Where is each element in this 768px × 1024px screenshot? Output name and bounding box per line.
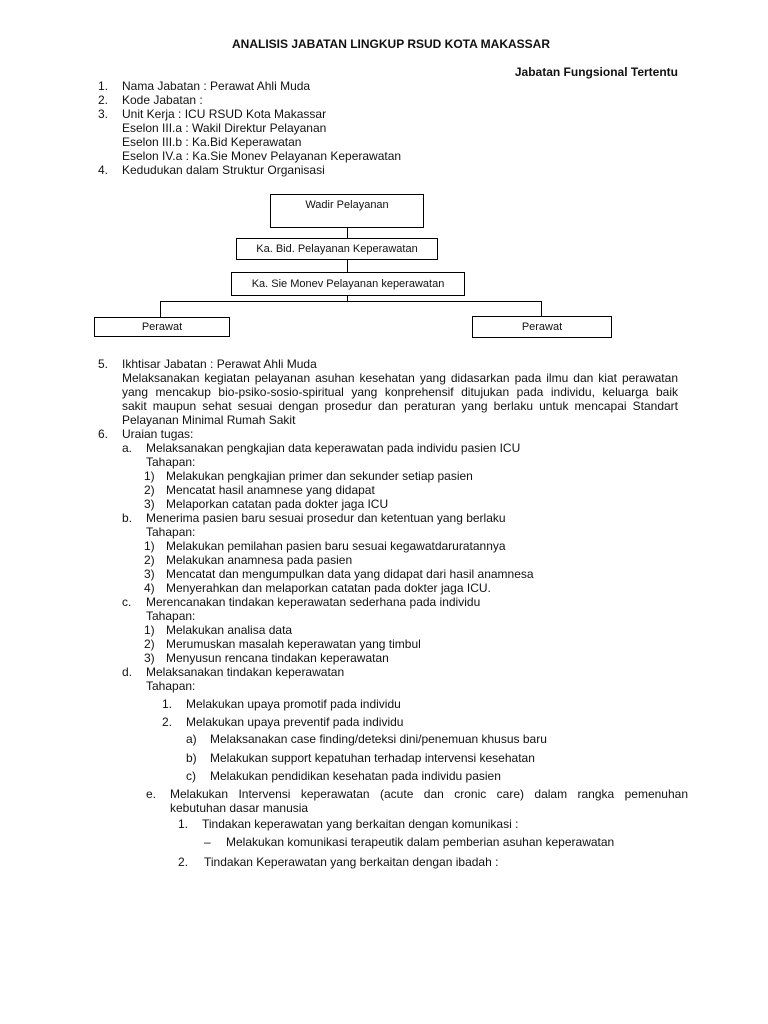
task-letter: c. [122,595,132,609]
unit-kerja: Unit Kerja : ICU RSUD Kota Makassar [122,107,327,121]
task-title: Melaksanakan tindakan keperawatan [146,665,345,679]
task-letter: b. [122,511,133,525]
step-text: Melakukan anamnesa pada pasien [166,553,353,567]
org-box-wadir: Wadir Pelayanan [270,194,424,228]
substep-letter: a) [186,732,197,746]
section-number: 1. [98,79,109,93]
ikhtisar-label: Ikhtisar Jabatan : Perawat Ahli Muda [122,357,317,371]
tahapan-label: Tahapan: [146,679,196,693]
kode-jabatan: Kode Jabatan : [122,93,203,107]
task-letter: e. [146,787,157,801]
step-text: Melakukan pemilahan pasien baru sesuai kegawatdaruratannya [166,539,506,553]
tahapan-label: Tahapan: [146,525,196,539]
step-number: 4) [144,581,155,595]
step-number: 1) [144,469,155,483]
document-subtitle: Jabatan Fungsional Tertentu [514,65,678,79]
nama-jabatan: Nama Jabatan : Perawat Ahli Muda [122,79,311,93]
ikhtisar-line: yang mencakup bio-psiko-sosio-spiritual yang konprehensif ditujukan pada individu, keluarga baik [122,385,678,399]
step-text: Menyerahkan dan melaporkan catatan pada dokter jaga ICU. [166,581,491,595]
org-box-perawat-right: Perawat [472,316,612,338]
task-letter: a. [122,441,133,455]
tahapan-label: Tahapan: [146,609,196,623]
substep-letter: b) [186,751,197,765]
step-text: Merumuskan masalah keperawatan yang timbul [166,637,421,651]
ikhtisar-line: Pelayanan Minimal Rumah Sakit [122,413,296,427]
item-number: 2. [178,855,189,869]
step-number: 2. [162,715,173,729]
document-title: ANALISIS JABATAN LINGKUP RSUD KOTA MAKASSAR [232,37,551,51]
item-text: Tindakan Keperawatan yang berkaitan dengan ibadah : [204,855,499,869]
section-number: 4. [98,163,109,177]
step-text: Melakukan analisa data [166,623,293,637]
substep-text: Melaksanakan case finding/deteksi dini/penemuan khusus baru [210,732,547,746]
org-box-kabid: Ka. Bid. Pelayanan Keperawatan [236,238,438,260]
bullet-dash: – [204,835,211,849]
item-number: 1. [178,817,189,831]
task-letter: d. [122,665,133,679]
task-title-continued: kebutuhan dasar manusia [170,801,309,815]
task-title: Melaksanakan pengkajian data keperawatan pada individu pasien ICU [146,441,521,455]
step-number: 3) [144,567,155,581]
section-number: 3. [98,107,109,121]
uraian-label: Uraian tugas: [122,427,194,441]
task-title: Menerima pasien baru sesuai prosedur dan ketentuan yang berlaku [146,511,506,525]
step-text: Melakukan upaya preventif pada individu [186,715,404,729]
step-number: 2) [144,553,155,567]
org-connector [160,301,161,317]
step-number: 1) [144,539,155,553]
section-number: 5. [98,357,109,371]
eselon-line: Eselon IV.a : Ka.Sie Monev Pelayanan Keperawatan [122,149,402,163]
step-text: Mencatat dan mengumpulkan data yang didapat dari hasil anamnesa [166,567,534,581]
org-connector [347,228,348,238]
item-text: Tindakan keperawatan yang berkaitan dengan komunikasi : [202,817,519,831]
eselon-line: Eselon III.b : Ka.Bid Keperawatan [122,135,302,149]
org-connector [541,301,542,316]
task-title: Merencanakan tindakan keperawatan sederhana pada individu [146,595,481,609]
org-box-perawat-left: Perawat [94,317,230,337]
step-number: 2) [144,483,155,497]
org-box-kasie: Ka. Sie Monev Pelayanan keperawatan [231,272,465,296]
step-text: Menyusun rencana tindakan keperawatan [166,651,389,665]
eselon-line: Eselon III.a : Wakil Direktur Pelayanan [122,121,327,135]
step-number: 3) [144,497,155,511]
substep-letter: c) [186,769,196,783]
substep-text: Melakukan support kepatuhan terhadap intervensi kesehatan [210,751,535,765]
step-number: 1. [162,697,173,711]
section-number: 2. [98,93,109,107]
org-connector [347,260,348,272]
bullet-text: Melakukan komunikasi terapeutik dalam pemberian asuhan keperawatan [226,835,615,849]
task-title: Melakukan Intervensi keperawatan (acute dan cronic care) dalam rangka pemenuhan [170,787,688,801]
ikhtisar-line: Melaksanakan kegiatan pelayanan asuhan kesehatan yang didasarkan pada ilmu dan kiat perawatan [122,371,678,385]
step-number: 1) [144,623,155,637]
substep-text: Melakukan pendidikan kesehatan pada individu pasien [210,769,501,783]
step-text: Melakukan pengkajian primer dan sekunder setiap pasien [166,469,473,483]
section-number: 6. [98,427,109,441]
step-number: 3) [144,651,155,665]
kedudukan-label: Kedudukan dalam Struktur Organisasi [122,163,325,177]
ikhtisar-line: sakit maupun sehat sesuai dengan prosedur dan peraturan yang berlaku untuk mencapai Standart [122,399,678,413]
step-text: Mencatat hasil anamnese yang didapat [166,483,375,497]
step-text: Melaporkan catatan pada dokter jaga ICU [166,497,389,511]
org-connector [160,301,542,302]
tahapan-label: Tahapan: [146,455,196,469]
step-text: Melakukan upaya promotif pada individu [186,697,401,711]
step-number: 2) [144,637,155,651]
